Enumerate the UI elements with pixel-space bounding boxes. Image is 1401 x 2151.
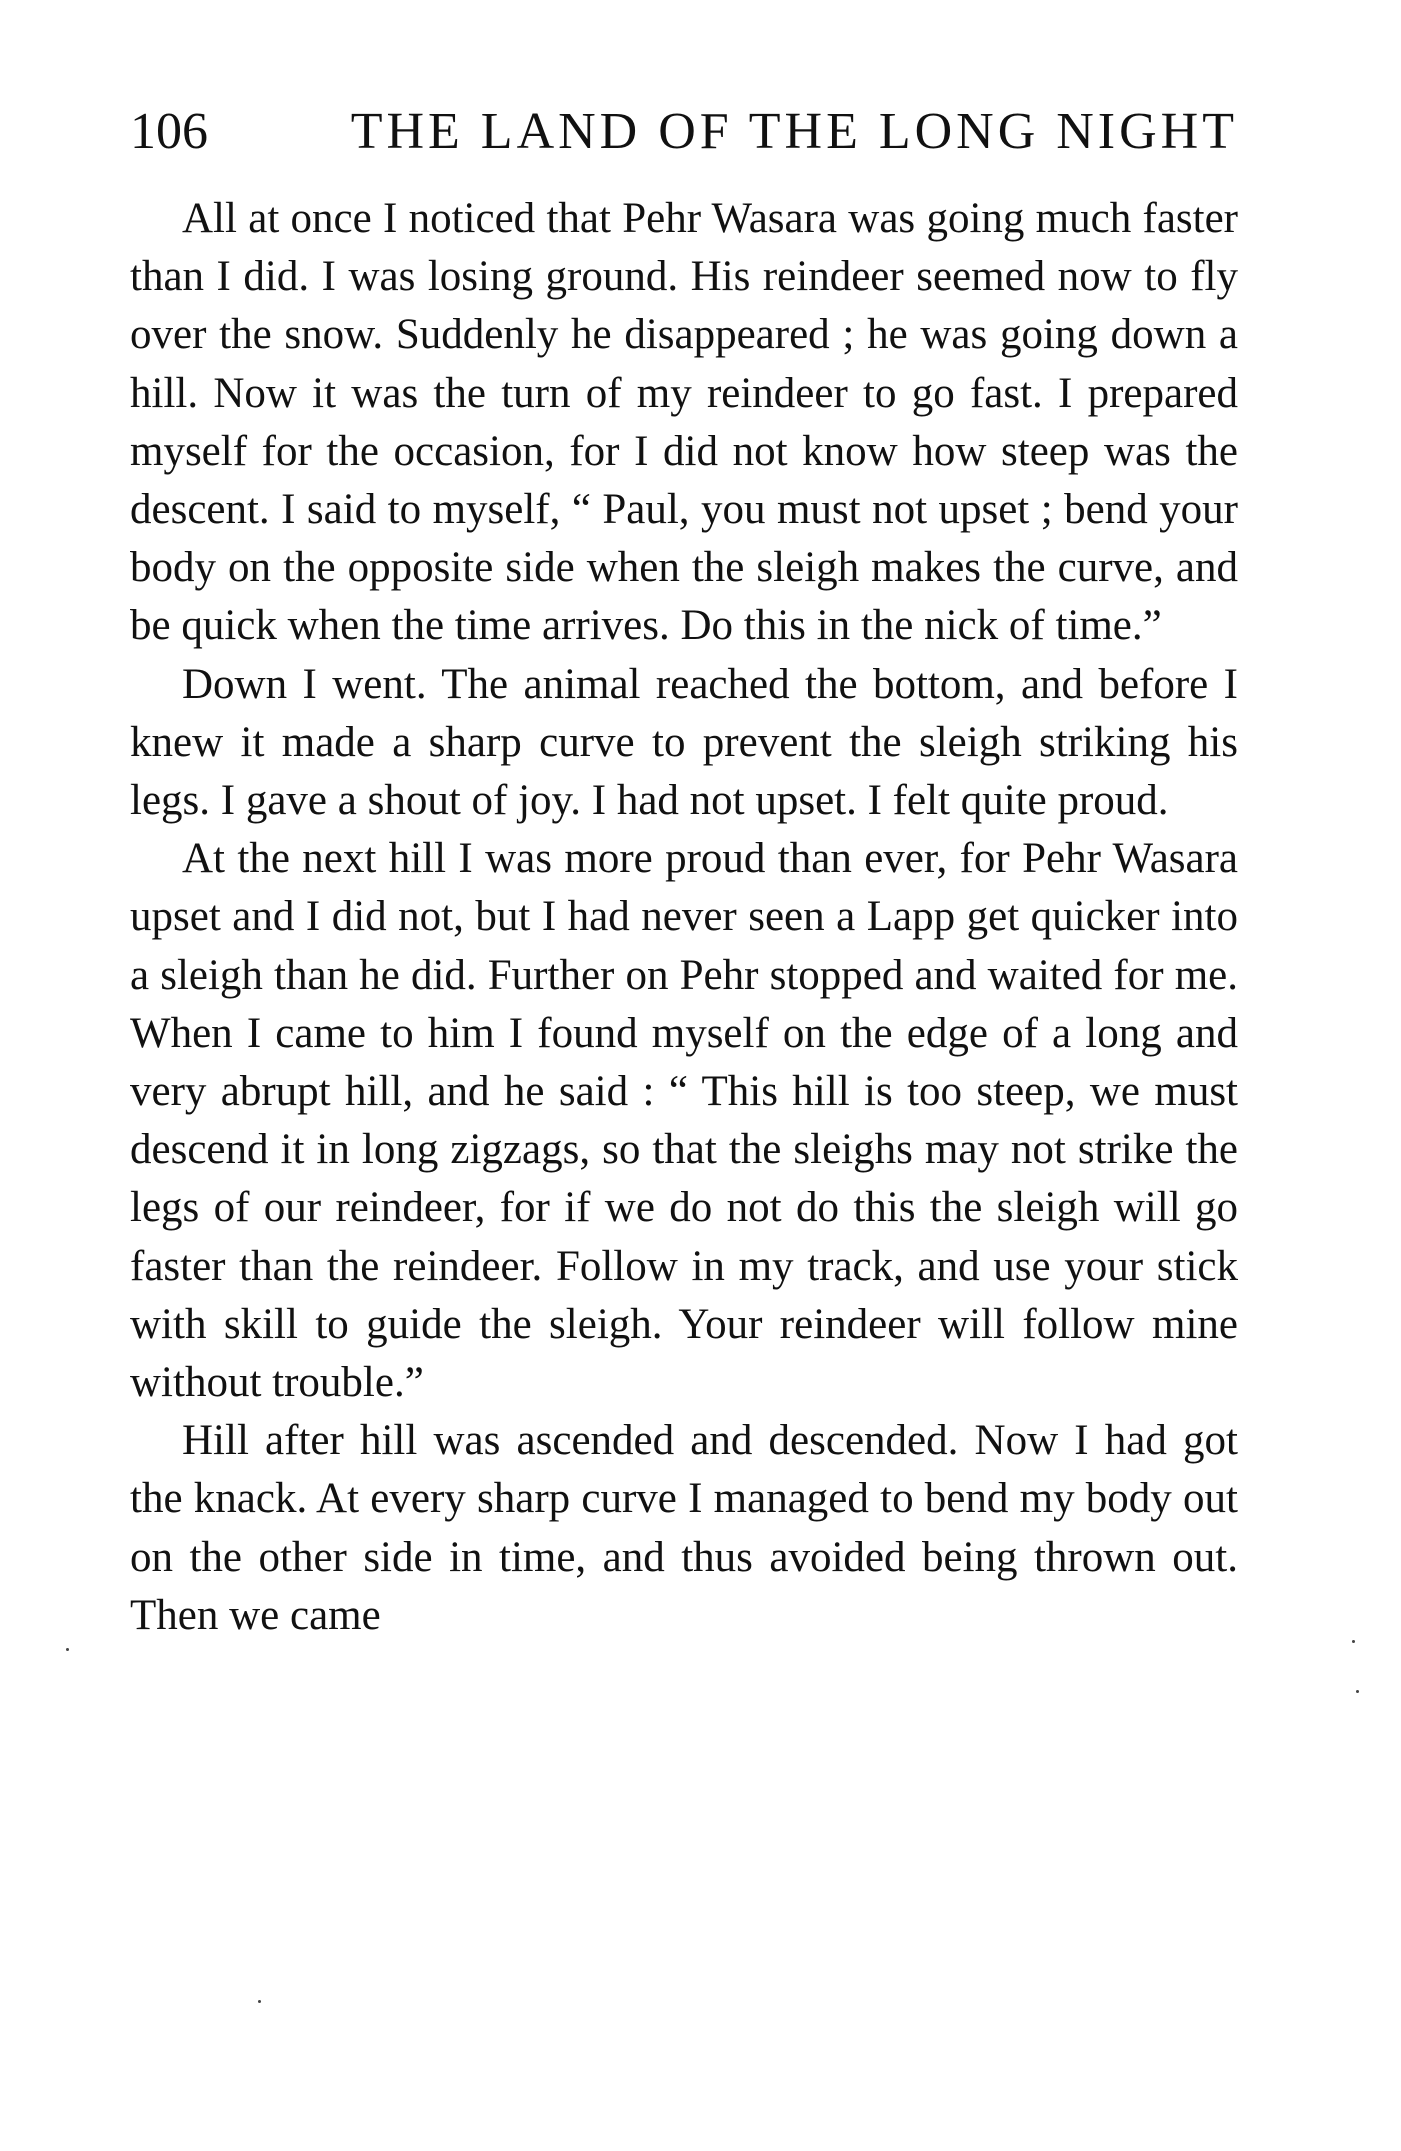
paragraph: At the next hill I was more proud than ever, for Pehr Wasara upset and I did not, but I had never seen a Lapp get quicker into a sleigh than he did. Further on Pehr stopped and waited for me. When I came to him I found myself on the edge of a long and very abrupt hill, and he said : “ This hill is too steep, we must descend it in long zigzags, so that the sleighs may not strike the legs of our reindeer, for if we do not do this the sleigh will go faster than the reindeer. Follow in my track, and use your stick with skill to guide the sleigh. Your reindeer will follow mine without trouble.” <box>130 835 1238 1407</box>
print-speck <box>66 1648 69 1651</box>
print-speck <box>258 2000 261 2003</box>
paragraph: All at once I noticed that Pehr Wasara was going much faster than I did. I was losing ground. His reindeer seemed now to fly over the snow. Suddenly he disappeared ; he was going down a hill. Now it was the turn of my reindeer to go fast. I prepared myself for the occasion, for I did not know how steep was the descent. I said to myself, “ Paul, you must not upset ; bend your body on the opposite side when the sleigh makes the curve, and be quick when the time arrives. Do this in the nick of time.” <box>130 195 1238 650</box>
page-number: 106 <box>130 103 208 160</box>
print-speck <box>1356 1690 1359 1693</box>
running-title: THE LAND OF THE LONG NIGHT <box>350 103 1238 160</box>
print-speck <box>1352 1640 1355 1643</box>
running-header <box>130 102 1238 172</box>
paragraph: Hill after hill was ascended and descended. Now I had got the knack. At every sharp curve I managed to bend my body out on the other side in time, and thus avoided being thrown out. Then we came <box>130 1417 1238 1639</box>
body-text <box>130 190 1238 1645</box>
paragraph: Down I went. The animal reached the bottom, and before I knew it made a sharp curve to prevent the sleigh striking his legs. I gave a shout of joy. I had not upset. I felt quite proud. <box>130 660 1238 825</box>
